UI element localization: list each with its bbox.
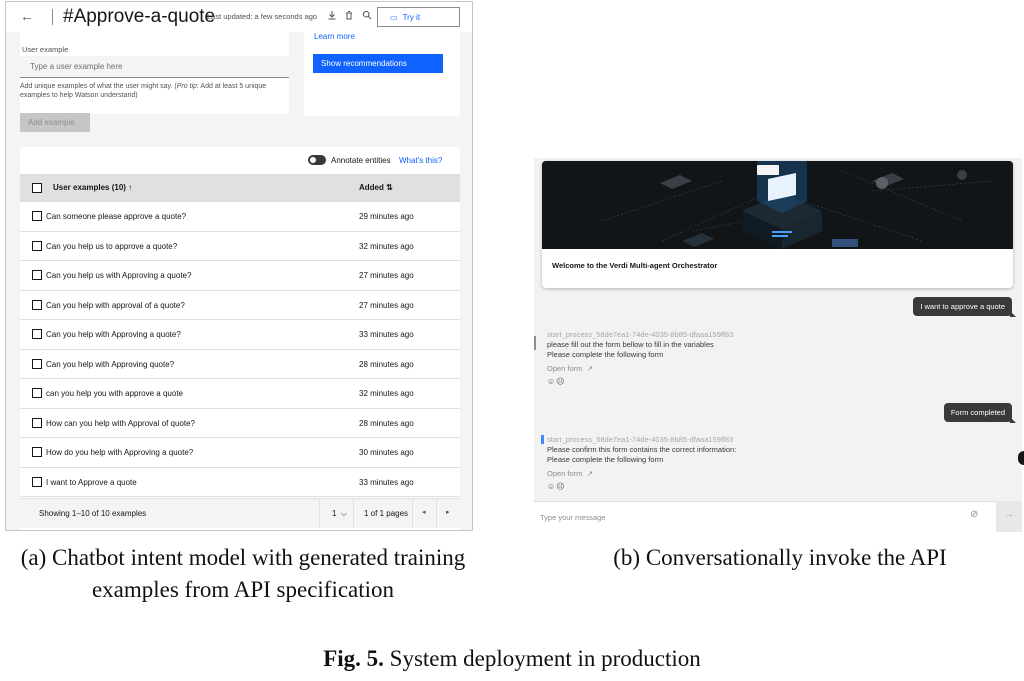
show-recommendations-button[interactable]: Show recommendations xyxy=(313,54,443,73)
collapse-tab-icon[interactable] xyxy=(1018,451,1024,465)
back-arrow-icon[interactable]: ← xyxy=(20,8,34,24)
launch-icon: ↗ xyxy=(586,469,593,478)
user-example-input[interactable] xyxy=(20,56,289,78)
panel-edge-marker xyxy=(534,336,536,350)
added-time: 29 minutes ago xyxy=(359,212,414,221)
added-time: 27 minutes ago xyxy=(359,300,414,310)
table-row[interactable] xyxy=(20,350,460,380)
added-time: 32 minutes ago xyxy=(359,241,414,251)
open-form-link[interactable] xyxy=(547,469,593,478)
figure-text: System deployment in production xyxy=(383,646,701,671)
learn-more-link[interactable]: Learn more xyxy=(314,32,355,41)
prev-page-icon[interactable]: ◂ xyxy=(422,509,426,516)
recommendations-card xyxy=(304,32,460,116)
column-header-examples[interactable]: User examples (10) ↑ xyxy=(53,183,133,192)
chevron-down-icon: ⌵ xyxy=(340,509,347,518)
added-time: 27 minutes ago xyxy=(359,271,414,280)
next-page-icon[interactable]: ▸ xyxy=(446,509,450,516)
search-icon[interactable] xyxy=(362,10,372,23)
user-example-text: How do you help with Approving a quote? xyxy=(46,448,194,457)
pagination-divider xyxy=(353,499,354,528)
welcome-card xyxy=(542,161,1013,288)
open-form-link[interactable] xyxy=(547,364,593,373)
user-example-text: can you help you with approve a quote xyxy=(46,389,183,398)
try-it-button[interactable] xyxy=(377,7,460,27)
try-it-label: Try it xyxy=(402,13,421,22)
whats-this-link[interactable]: What's this? xyxy=(399,156,443,165)
open-form-label: Open form xyxy=(547,469,583,478)
delete-icon[interactable] xyxy=(344,10,354,23)
page-of-pages: 1 of 1 pages xyxy=(364,509,409,518)
arrow-right-icon: → xyxy=(1004,509,1014,520)
added-time: 33 minutes ago xyxy=(359,477,414,487)
user-example-label: User example xyxy=(22,45,69,54)
row-checkbox[interactable] xyxy=(32,359,42,369)
download-icon[interactable] xyxy=(327,10,337,23)
pagination-divider xyxy=(319,499,320,528)
user-example-text: Can you help us with Approving a quote? xyxy=(46,271,192,280)
message-focus-bar xyxy=(541,435,544,444)
row-checkbox[interactable] xyxy=(32,388,42,398)
annotate-entities-label: Annotate entities xyxy=(331,156,391,165)
feedback-icons[interactable]: ☺☹ xyxy=(547,482,566,491)
user-message-bubble: I want to approve a quote xyxy=(913,297,1012,316)
add-example-button[interactable]: Add example xyxy=(20,113,90,132)
bot-message-line: Please complete the following form xyxy=(547,455,664,464)
user-example-text: I want to Approve a quote xyxy=(46,477,137,487)
process-id-text: start_process_58de7ea1-74de-4035-8b85-dfaaa159ff83 xyxy=(547,330,734,339)
open-form-label: Open form xyxy=(547,364,583,373)
figure-caption xyxy=(0,646,1024,672)
column-header-added[interactable]: Added ⇅ xyxy=(359,183,393,192)
user-example-text: Can you help us to approve a quote? xyxy=(46,241,178,251)
added-time: 28 minutes ago xyxy=(359,418,414,428)
help-text-prefix: Add unique examples of what the user might say. ( xyxy=(20,83,177,90)
chat-panel xyxy=(534,158,1022,532)
isometric-network-illustration xyxy=(542,161,1013,249)
attach-icon[interactable]: ⊘ xyxy=(970,509,979,520)
table-row[interactable] xyxy=(20,379,460,409)
row-checkbox[interactable] xyxy=(32,270,42,280)
row-checkbox[interactable] xyxy=(32,447,42,457)
user-example-help xyxy=(20,82,289,100)
header-divider xyxy=(52,9,53,25)
table-row[interactable] xyxy=(20,438,460,468)
help-text-tip: Pro tip xyxy=(176,83,197,90)
user-example-text: Can you help with Approving a quote? xyxy=(46,330,181,339)
figure-label: Fig. 5. xyxy=(323,646,384,671)
chat-icon: ▭ xyxy=(390,13,398,22)
help-text-suffix: : Add at least 5 unique examples to help Watson understand) xyxy=(20,83,267,99)
row-checkbox[interactable] xyxy=(32,418,42,428)
launch-icon: ↗ xyxy=(586,364,593,373)
last-updated-text: Last updated: a few seconds ago xyxy=(207,12,318,21)
row-checkbox[interactable] xyxy=(32,300,42,310)
caption-b: (b) Conversationally invoke the API xyxy=(613,545,947,570)
table-row[interactable] xyxy=(20,202,460,232)
page-select[interactable] xyxy=(332,509,347,519)
feedback-icons[interactable]: ☺☹ xyxy=(547,377,566,386)
pagination-divider xyxy=(412,499,413,528)
select-all-checkbox[interactable] xyxy=(32,183,42,193)
added-time: 32 minutes ago xyxy=(359,389,414,398)
added-time: 33 minutes ago xyxy=(359,330,414,339)
pagination-divider xyxy=(436,499,437,528)
intent-header xyxy=(6,2,472,32)
user-example-text: Can you help with Approving quote? xyxy=(46,359,175,369)
table-row[interactable] xyxy=(20,232,460,262)
added-time: 28 minutes ago xyxy=(359,359,414,369)
welcome-title: Welcome to the Verdi Multi-agent Orchestrator xyxy=(552,261,718,270)
row-checkbox[interactable] xyxy=(32,241,42,251)
user-example-text: Can someone please approve a quote? xyxy=(46,212,187,221)
message-input[interactable] xyxy=(540,510,950,524)
bot-message-line: Please complete the following form xyxy=(547,350,664,359)
page-number: 1 xyxy=(332,509,337,518)
intent-title: #Approve-a-quote xyxy=(63,6,216,27)
caption-a: (a) Chatbot intent model with generated training examples from API specification xyxy=(20,545,466,602)
row-checkbox[interactable] xyxy=(32,211,42,221)
annotate-entities-toggle[interactable] xyxy=(308,155,326,165)
bot-message-line: Please confirm this form contains the correct information: xyxy=(547,445,737,454)
user-example-text: Can you help with approval of a quote? xyxy=(46,300,185,310)
row-checkbox[interactable] xyxy=(32,329,42,339)
user-message-bubble: Form completed xyxy=(944,403,1012,422)
table-row[interactable] xyxy=(20,261,460,291)
table-row[interactable] xyxy=(20,320,460,350)
table-row[interactable] xyxy=(20,409,460,439)
user-example-text: How can you help with Approval of quote? xyxy=(46,418,195,428)
process-id-text: start_process_58de7ea1-74de-4035-8b85-dfaaa159ff83 xyxy=(547,435,734,444)
pagination-count: Showing 1–10 of 10 examples xyxy=(39,509,147,518)
row-checkbox[interactable] xyxy=(32,477,42,487)
table-row[interactable] xyxy=(20,468,460,498)
intent-editor-panel xyxy=(5,1,473,531)
added-time: 30 minutes ago xyxy=(359,448,414,457)
bot-message-line: please fill out the form bellow to fill in the variables xyxy=(547,340,714,349)
table-row[interactable] xyxy=(20,291,460,321)
send-button[interactable] xyxy=(996,501,1022,532)
